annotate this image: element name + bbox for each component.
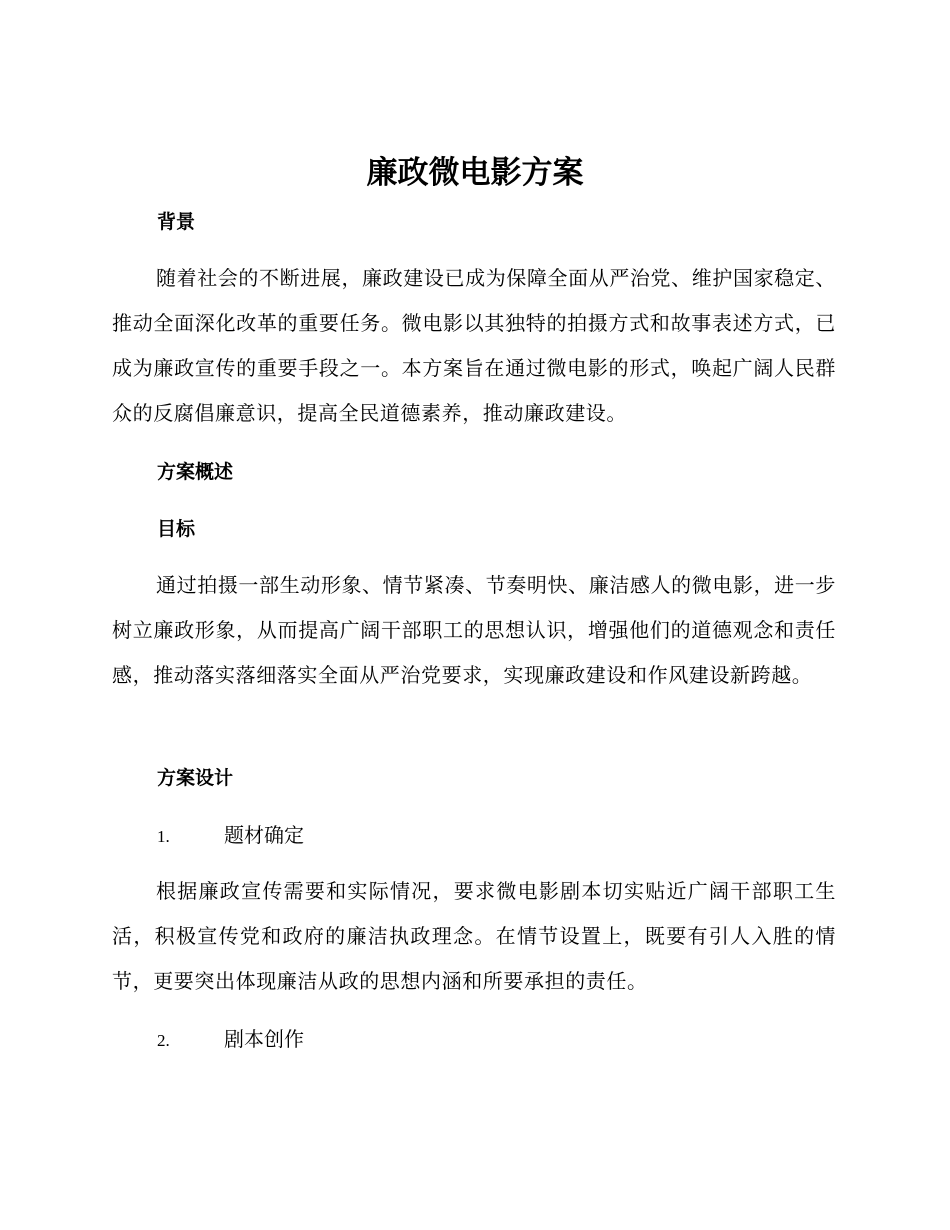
paragraph-goal: 通过拍摄一部生动形象、情节紧凑、节奏明快、廉洁感人的微电影，进一步树立廉政形象，从而提高广阔干部职工的思想认识，增强他们的道德观念和责任感，推动落实落细落实全面从严治党要求，实现廉政建设和作风建设新跨越。: [112, 573, 836, 687]
list-label: 剧本创作: [224, 1027, 304, 1051]
paragraph-topic: 根据廉政宣传需要和实际情况，要求微电影剧本切实贴近广阔干部职工生活，积极宣传党和政府的廉洁执政理念。在情节设置上，既要有引人入胜的情节，更要突出体现廉洁从政的思想内涵和所要承担的责任。: [112, 879, 836, 993]
heading-background: 背景: [157, 211, 196, 233]
heading-design: 方案设计: [157, 767, 234, 789]
list-item-1: [157, 821, 304, 851]
heading-overview: 方案概述: [157, 461, 234, 483]
list-item-2: [157, 1025, 304, 1055]
list-number: 1.: [157, 827, 170, 846]
paragraph-background: 随着社会的不断进展，廉政建设已成为保障全面从严治党、维护国家稳定、推动全面深化改革的重要任务。微电影以其独特的拍摄方式和故事表述方式，已成为廉政宣传的重要手段之一。本方案旨在通过微电影的形式，唤起广阔人民群众的反腐倡廉意识，提高全民道德素养，推动廉政建设。: [112, 266, 836, 425]
heading-goal: 目标: [157, 518, 196, 540]
document-title: 廉政微电影方案: [366, 155, 584, 191]
list-label: 题材确定: [224, 823, 304, 847]
list-number: 2.: [157, 1031, 170, 1050]
